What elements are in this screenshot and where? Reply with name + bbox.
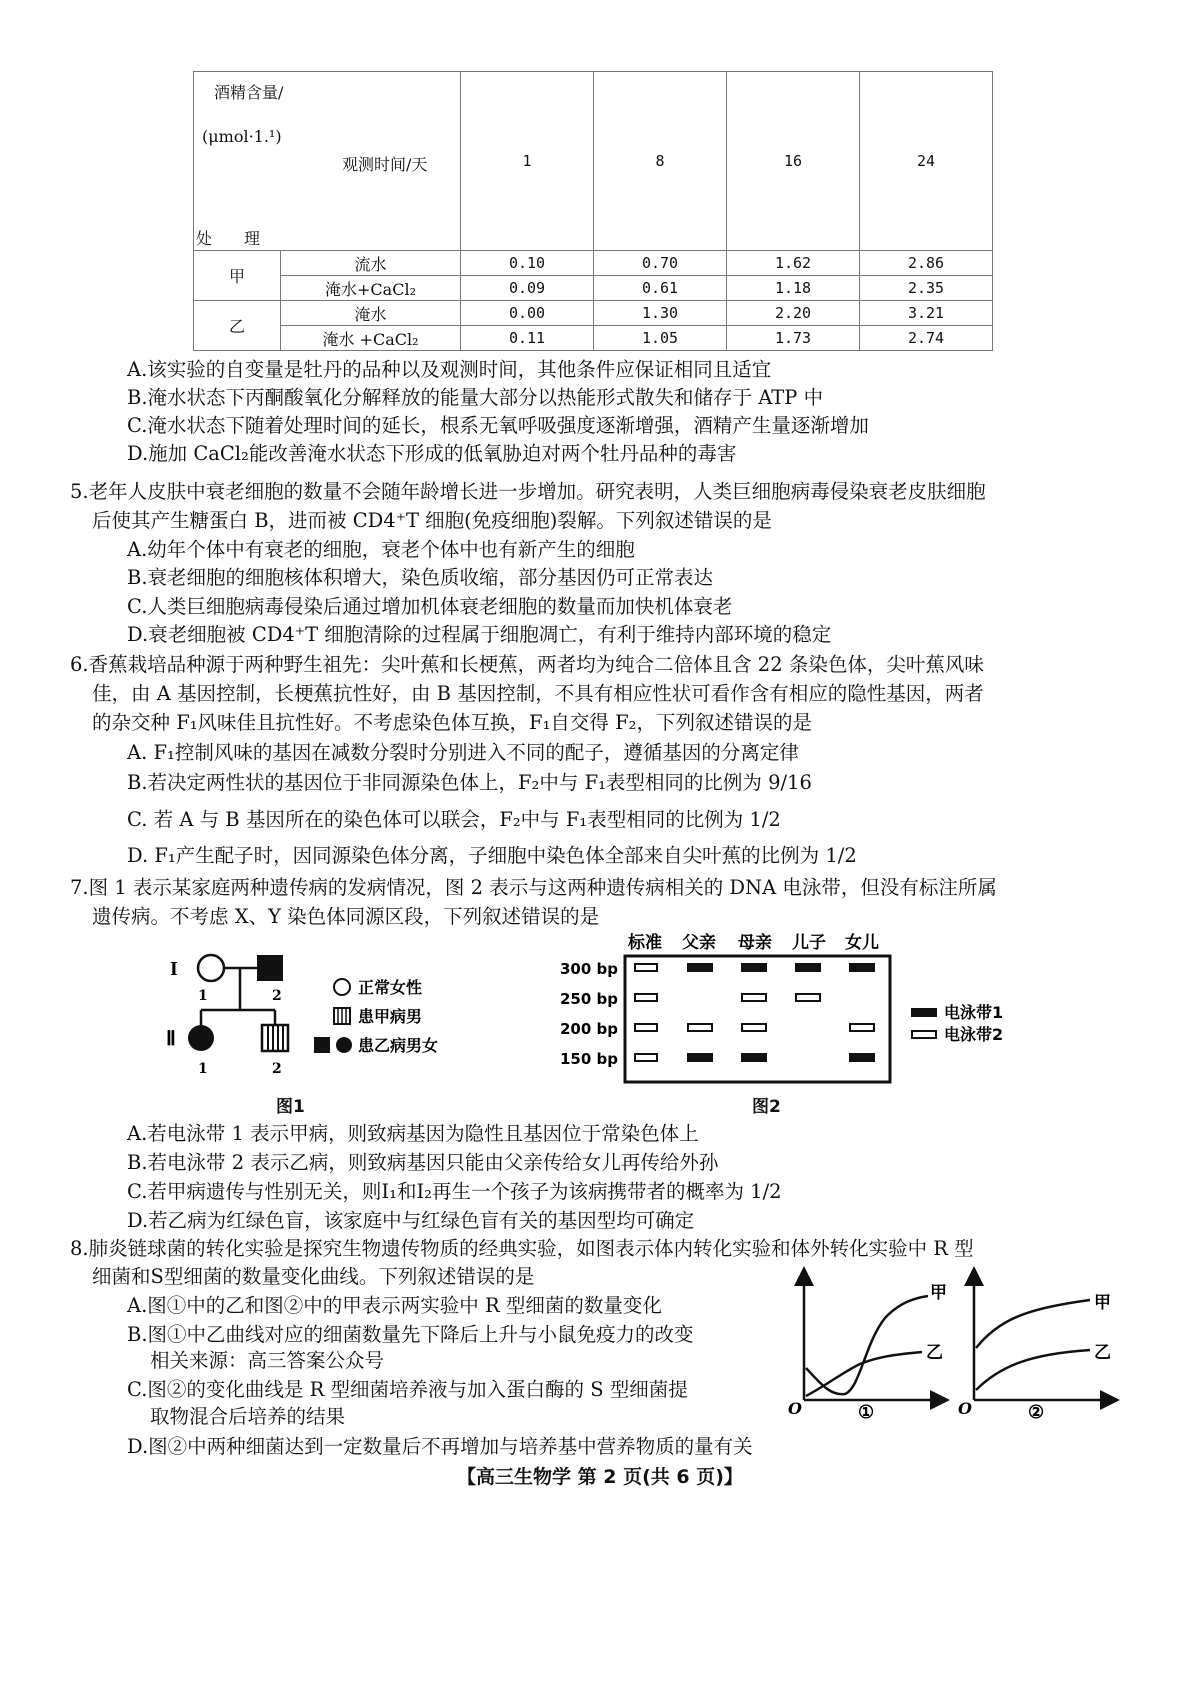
band-1 bbox=[796, 964, 820, 971]
group-label: 甲 bbox=[194, 251, 281, 301]
generation-label-1: I bbox=[170, 958, 178, 980]
individual-number: 1 bbox=[198, 1061, 208, 1077]
legend-label: 电泳带1 bbox=[944, 1003, 1004, 1022]
q8-option-a: A.图①中的乙和图②中的甲表示两实验中 R 型细菌的数量变化 bbox=[127, 1294, 662, 1317]
legend-normal-female-icon bbox=[334, 979, 350, 995]
size-marker-label: 200 bp bbox=[560, 1020, 619, 1038]
q8-option-c-line1: C.图②的变化曲线是 R 型细菌培养液与加入蛋白酶的 S 型细菌提 bbox=[127, 1378, 688, 1401]
q7-option-c: C.若甲病遗传与性别无关，则Ⅰ₁和Ⅰ₂再生一个孩子为该病携带者的概率为 1/2 bbox=[127, 1180, 782, 1203]
day-header: 1 bbox=[461, 72, 594, 251]
curve-label: 甲 bbox=[930, 1283, 947, 1303]
q7-option-b: B.若电泳带 2 表示乙病，则致病基因只能由父亲传给女儿再传给外孙 bbox=[127, 1151, 719, 1174]
size-marker-label: 300 bp bbox=[560, 960, 619, 978]
q8-option-b-line2: 相关来源：高三答案公众号 bbox=[150, 1349, 385, 1372]
curve-label: 甲 bbox=[1094, 1293, 1111, 1313]
q7-option-a: A.若电泳带 1 表示甲病，则致病基因为隐性且基因位于常染色体上 bbox=[127, 1122, 699, 1145]
electrophoresis-figure bbox=[560, 930, 1040, 1090]
q5-stem-line1: 5.老年人皮肤中衰老细胞的数量不会随年龄增长进一步增加。研究表明，人类巨细胞病毒侵染衰老皮肤细胞 bbox=[70, 480, 986, 503]
band bbox=[635, 1024, 657, 1031]
legend-label: 患甲病男 bbox=[358, 1007, 423, 1026]
band-1 bbox=[688, 1054, 712, 1061]
q4-option-d: D.施加 CaCl₂能改善淹水状态下形成的低氧胁迫对两个牡丹品种的毒害 bbox=[127, 442, 737, 465]
origin-label: O bbox=[788, 1399, 802, 1418]
group-label: 乙 bbox=[194, 301, 281, 351]
table-row bbox=[194, 326, 993, 351]
value-cell: 1.18 bbox=[727, 276, 860, 301]
q6-option-d: D. F₁产生配子时，因同源染色体分离，子细胞中染色体全部来自尖叶蕉的比例为 1/2 bbox=[127, 844, 857, 867]
band-2 bbox=[742, 994, 766, 1001]
q8-stem-line1: 8.肺炎链球菌的转化实验是探究生物遗传物质的经典实验，如图表示体内转化实验和体外转化实验中 R 型 bbox=[70, 1237, 974, 1260]
lane-label: 儿子 bbox=[792, 933, 826, 953]
bacteria-curves-figure bbox=[788, 1268, 1120, 1423]
value-cell: 0.61 bbox=[594, 276, 727, 301]
value-cell: 2.86 bbox=[860, 251, 993, 276]
legend-affected-b-male-icon bbox=[314, 1037, 330, 1053]
q4-option-b: B.淹水状态下丙酮酸氧化分解释放的能量大部分以热能形式散失和储存于 ATP 中 bbox=[127, 386, 824, 409]
treatment-cell: 淹水 bbox=[281, 301, 461, 326]
value-cell: 3.21 bbox=[860, 301, 993, 326]
graph-1 bbox=[788, 1276, 947, 1423]
q8-option-d: D.图②中两种细菌达到一定数量后不再增加与培养基中营养物质的量有关 bbox=[127, 1435, 753, 1458]
band bbox=[635, 964, 657, 971]
curve-yi bbox=[976, 1350, 1090, 1390]
size-marker-label: 250 bp bbox=[560, 990, 619, 1008]
value-cell: 1.73 bbox=[727, 326, 860, 351]
q6-option-a: A. F₁控制风味的基因在减数分裂时分别进入不同的配子，遵循基因的分离定律 bbox=[127, 741, 799, 764]
value-cell: 2.74 bbox=[860, 326, 993, 351]
q6-option-c: C. 若 A 与 B 基因所在的染色体可以联会，F₂中与 F₁表型相同的比例为 1/2 bbox=[127, 808, 781, 831]
curve-label: 乙 bbox=[926, 1343, 943, 1363]
corner-label-4: 处 理 bbox=[196, 229, 261, 248]
band-1 bbox=[850, 1054, 874, 1061]
value-cell: 1.05 bbox=[594, 326, 727, 351]
band-1 bbox=[742, 1054, 766, 1061]
q6-stem-line3: 的杂交种 F₁风味佳且抗性好。不考虑染色体互换，F₁自交得 F₂，下列叙述错误的是 bbox=[92, 711, 812, 734]
band bbox=[635, 1054, 657, 1061]
table-row bbox=[194, 251, 993, 276]
size-marker-label: 150 bp bbox=[560, 1050, 619, 1068]
band bbox=[635, 994, 657, 1001]
legend-label: 电泳带2 bbox=[944, 1025, 1004, 1044]
band-2 bbox=[850, 1024, 874, 1031]
graph-number: ② bbox=[1028, 1402, 1045, 1423]
alcohol-content-table bbox=[193, 71, 993, 351]
band-1 bbox=[742, 964, 766, 971]
corner-label-3: 观测时间/天 bbox=[342, 155, 428, 174]
legend-label: 患乙病男女 bbox=[358, 1036, 439, 1055]
lane-label: 女儿 bbox=[845, 933, 879, 953]
curve-jia bbox=[976, 1300, 1090, 1348]
value-cell: 0.00 bbox=[461, 301, 594, 326]
figure-1-caption: 图1 bbox=[276, 1097, 305, 1117]
q5-option-c: C.人类巨细胞病毒侵染后通过增加机体衰老细胞的数量而加快机体衰老 bbox=[127, 595, 733, 618]
lane-label: 母亲 bbox=[738, 933, 772, 953]
q8-option-c-line2: 取物混合后培养的结果 bbox=[150, 1405, 346, 1428]
band-1 bbox=[850, 964, 874, 971]
treatment-cell: 淹水+CaCl₂ bbox=[281, 276, 461, 301]
graph-2 bbox=[958, 1276, 1111, 1423]
value-cell: 1.30 bbox=[594, 301, 727, 326]
q8-stem-line2: 细菌和S型细菌的数量变化曲线。下列叙述错误的是 bbox=[92, 1265, 535, 1288]
individual-number: 1 bbox=[198, 988, 208, 1004]
page-footer: 【高三生物学 第 2 页(共 6 页)】 bbox=[457, 1466, 743, 1488]
day-header: 24 bbox=[860, 72, 993, 251]
q5-option-b: B.衰老细胞的细胞核体积增大，染色质收缩，部分基因仍可正常表达 bbox=[127, 566, 714, 589]
table-row bbox=[194, 276, 993, 301]
band-2 bbox=[742, 1024, 766, 1031]
value-cell: 2.35 bbox=[860, 276, 993, 301]
q6-option-b: B.若决定两性状的基因位于非同源染色体上，F₂中与 F₁表型相同的比例为 9/16 bbox=[127, 771, 812, 794]
pedigree-figure bbox=[160, 945, 460, 1085]
q6-stem-line2: 佳，由 A 基因控制，长梗蕉抗性好，由 B 基因控制，不具有相应性状可看作含有相应的隐性基因，两者 bbox=[92, 682, 984, 705]
affected-a-male-symbol bbox=[262, 1025, 288, 1051]
origin-label: O bbox=[958, 1399, 972, 1418]
value-cell: 1.62 bbox=[727, 251, 860, 276]
table-row bbox=[194, 301, 993, 326]
figure-2-caption: 图2 bbox=[752, 1097, 781, 1117]
corner-label-1: 酒精含量/ bbox=[214, 83, 284, 102]
legend-band-2-icon bbox=[912, 1031, 936, 1038]
band-1 bbox=[688, 964, 712, 971]
q6-stem-line1: 6.香蕉栽培品种源于两种野生祖先：尖叶蕉和长梗蕉，两者均为纯合二倍体且含 22 条染色体，尖叶蕉风味 bbox=[70, 653, 984, 676]
value-cell: 0.70 bbox=[594, 251, 727, 276]
value-cell: 0.09 bbox=[461, 276, 594, 301]
value-cell: 0.11 bbox=[461, 326, 594, 351]
band-2 bbox=[796, 994, 820, 1001]
q7-stem-line2: 遗传病。不考虑 X、Y 染色体同源区段，下列叙述错误的是 bbox=[92, 905, 600, 928]
q5-option-d: D.衰老细胞被 CD4⁺T 细胞清除的过程属于细胞凋亡，有利于维持内部环境的稳定 bbox=[127, 623, 832, 646]
affected-b-male-symbol bbox=[257, 955, 283, 981]
value-cell: 0.10 bbox=[461, 251, 594, 276]
q4-option-c: C.淹水状态下随着处理时间的延长，根系无氧呼吸强度逐渐增强，酒精产生量逐渐增加 bbox=[127, 414, 869, 437]
graph-number: ① bbox=[858, 1402, 875, 1423]
gel-frame bbox=[625, 956, 890, 1082]
day-header: 8 bbox=[594, 72, 727, 251]
curve-label: 乙 bbox=[1094, 1343, 1111, 1363]
normal-female-symbol bbox=[198, 955, 224, 981]
individual-number: 2 bbox=[272, 988, 282, 1004]
q7-option-d: D.若乙病为红绿色盲，该家庭中与红绿色盲有关的基因型均可确定 bbox=[127, 1209, 695, 1232]
corner-label-2: (μmol·1.¹) bbox=[202, 127, 282, 146]
value-cell: 2.20 bbox=[727, 301, 860, 326]
legend-band-1-icon bbox=[912, 1009, 936, 1016]
q5-stem-line2: 后使其产生糖蛋白 B，进而被 CD4⁺T 细胞(免疫细胞)裂解。下列叙述错误的是 bbox=[92, 509, 772, 532]
curve-jia bbox=[806, 1296, 928, 1394]
legend-affected-b-female-icon bbox=[336, 1037, 352, 1053]
generation-label-2: Ⅱ bbox=[166, 1028, 176, 1050]
table-corner-header bbox=[194, 72, 461, 251]
q7-stem-line1: 7.图 1 表示某家庭两种遗传病的发病情况，图 2 表示与这两种遗传病相关的 DNA 电泳带，但没有标注所属 bbox=[70, 876, 997, 899]
q5-option-a: A.幼年个体中有衰老的细胞，衰老个体中也有新产生的细胞 bbox=[127, 538, 635, 561]
lane-label: 父亲 bbox=[682, 933, 716, 953]
q8-option-b-line1: B.图①中乙曲线对应的细菌数量先下降后上升与小鼠免疫力的改变 bbox=[127, 1323, 694, 1346]
individual-number: 2 bbox=[272, 1061, 282, 1077]
day-header: 16 bbox=[727, 72, 860, 251]
affected-b-female-symbol bbox=[188, 1025, 214, 1051]
q4-option-a: A.该实验的自变量是牡丹的品种以及观测时间，其他条件应保证相同且适宜 bbox=[127, 358, 772, 381]
treatment-cell: 淹水 +CaCl₂ bbox=[281, 326, 461, 351]
band-2 bbox=[688, 1024, 712, 1031]
legend-label: 正常女性 bbox=[358, 978, 423, 997]
treatment-cell: 流水 bbox=[281, 251, 461, 276]
lane-label: 标准 bbox=[628, 933, 662, 953]
